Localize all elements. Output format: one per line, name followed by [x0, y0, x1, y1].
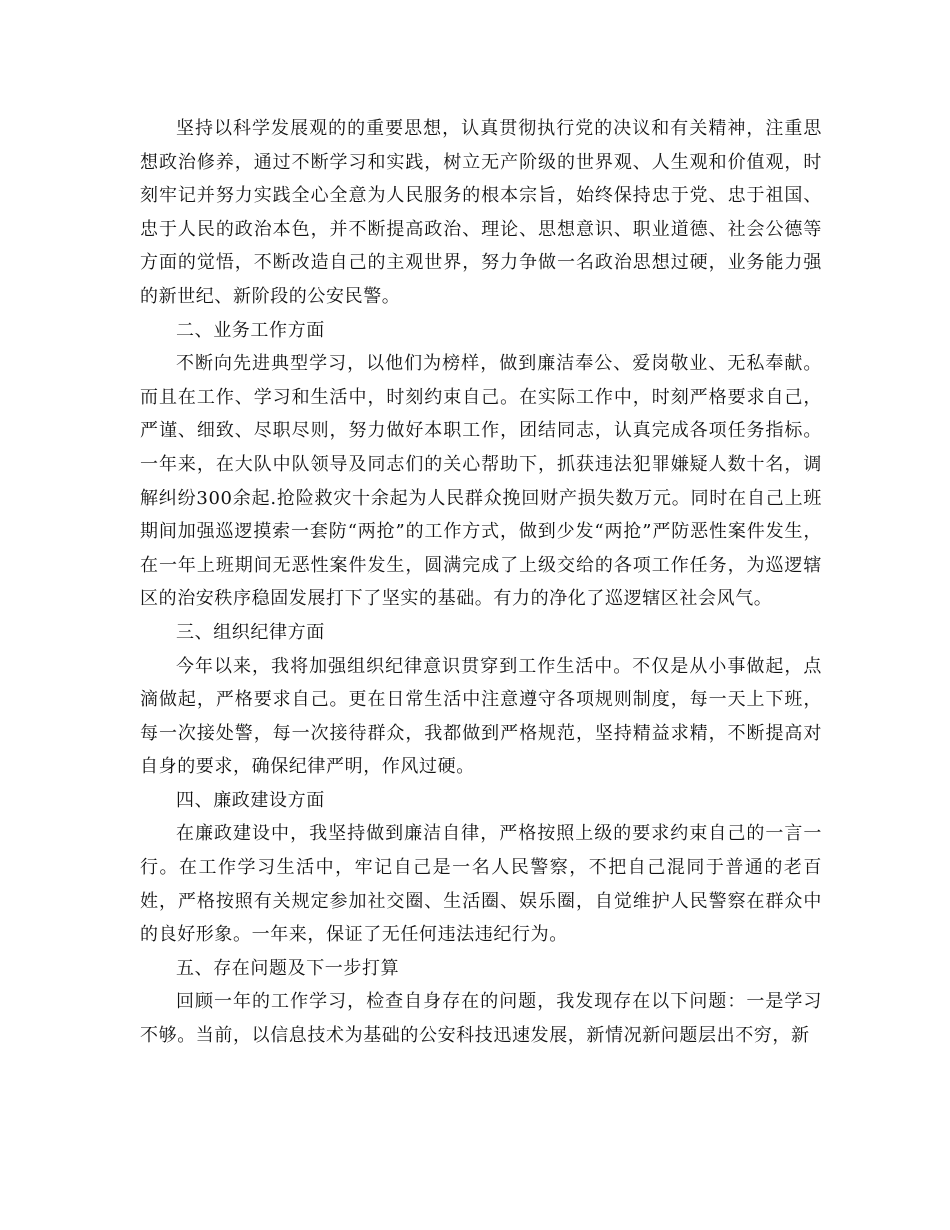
paragraph-problems-plans: 回顾一年的工作学习，检查自身存在的问题，我发现存在以下问题：一是学习不够。当前，以信息技术为基础的公安科技迅速发展，新情况新问题层出不穷，新: [140, 991, 822, 1047]
section-heading-business-work: 二、业务工作方面: [176, 319, 325, 341]
section-heading-problems-plans: 五、存在问题及下一步打算: [176, 957, 400, 979]
section-heading-discipline: 三、组织纪律方面: [176, 621, 325, 643]
paragraph-political-thought: 坚持以科学发展观的的重要思想，认真贯彻执行党的决议和有关精神，注重思想政治修养，通过不断学习和实践，树立无产阶级的世界观、人生观和价值观，时刻牢记并努力实践全心全意为人民服务的根本宗旨，始终保持忠于党、忠于祖国、忠于人民的政治本色，并不断提高政治、理论、思想意识、职业道德、社会公德等方面的觉悟，不断改造自己的主观世界，努力争做一名政治思想过硬，业务能力强的新世纪、新阶段的公安民警。: [140, 118, 822, 307]
section-heading-integrity: 四、廉政建设方面: [176, 789, 325, 811]
paragraph-integrity: 在廉政建设中，我坚持做到廉洁自律，严格按照上级的要求约束自己的一言一行。在工作学习生活中，牢记自己是一名人民警察，不把自己混同于普通的老百姓，严格按照有关规定参加社交圈、生活圈、娱乐圈，自觉维护人民警察在群众中的良好形象。一年来，保证了无任何违法违纪行为。: [140, 823, 822, 946]
paragraph-discipline: 今年以来，我将加强组织纪律意识贯穿到工作生活中。不仅是从小事做起，点滴做起，严格要求自己。更在日常生活中注意遵守各项规则制度，每一天上下班，每一次接处警，每一次接待群众，我都做到严格规范，坚持精益求精，不断提高对自身的要求，确保纪律严明，作风过硬。: [140, 655, 822, 778]
paragraph-business-work: 不断向先进典型学习，以他们为榜样，做到廉洁奉公、爱岗敬业、无私奉献。而且在工作、学习和生活中，时刻约束自己。在实际工作中，时刻严格要求自己，严谨、细致、尽职尽则，努力做好本职工作，团结同志，认真完成各项任务指标。一年来，在大队中队领导及同志们的关心帮助下，抓获违法犯罪嫌疑人数十名，调解纠纷300余起.抢险救灾十余起为人民群众挽回财产损失数万元。同时在自己上班期间加强巡逻摸索一套防“两抢”的工作方式，做到少发“两抢”严防恶性案件发生，在一年上班期间无恶性案件发生，圆满完成了上级交给的各项工作任务，为巡逻辖区的治安秩序稳固发展打下了坚实的基础。有力的净化了巡逻辖区社会风气。: [140, 353, 822, 610]
